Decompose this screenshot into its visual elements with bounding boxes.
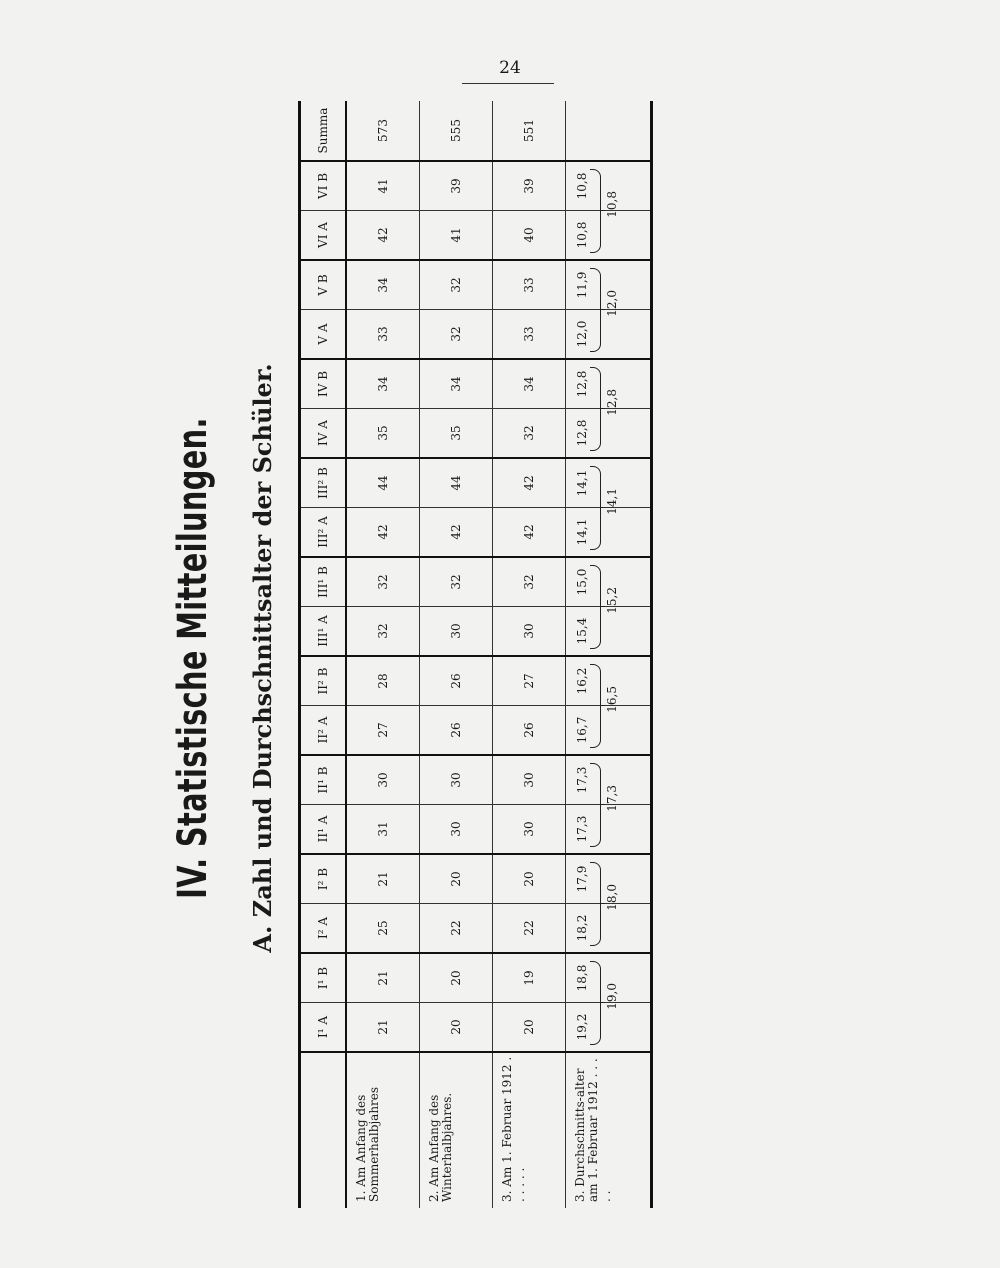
average-age-value: 14,1 [575, 469, 589, 497]
student-count-cell: 21 [346, 854, 420, 904]
pair-average-value: 10,8 [605, 191, 619, 218]
average-age-value: 17,3 [575, 766, 589, 794]
student-count-cell: 21 [346, 1003, 420, 1053]
pair-brace [590, 565, 601, 649]
average-age-value: 10,8 [575, 221, 589, 249]
column-header: III² B [300, 458, 347, 508]
student-count-cell: 21 [346, 953, 420, 1003]
rotated-content [150, 108, 750, 1208]
column-header: VI B [300, 161, 347, 211]
section-subheading: A. Zahl und Durchschnittsalter der Schüler. [248, 363, 277, 953]
sum-cell: 551 [493, 101, 566, 161]
student-count-cell: 30 [493, 607, 566, 657]
student-count-cell: 31 [346, 805, 420, 855]
student-count-cell: 44 [420, 458, 493, 508]
student-count-cell: 30 [346, 755, 420, 805]
pair-average-value: 12,8 [605, 389, 619, 416]
column-header: II¹ B [300, 755, 347, 805]
student-count-cell: 32 [420, 310, 493, 360]
pair-average-value: 15,2 [605, 587, 619, 614]
pair-average-value: 16,5 [605, 686, 619, 713]
table-row [493, 101, 566, 1208]
average-age-cell [566, 785, 652, 855]
pair-brace [590, 664, 601, 748]
student-count-cell: 27 [346, 706, 420, 756]
student-count-cell: 20 [420, 854, 493, 904]
average-age-cell [566, 389, 652, 459]
student-count-cell: 22 [420, 904, 493, 954]
student-count-cell: 42 [346, 211, 420, 261]
pair-brace [590, 466, 601, 550]
average-age-row [566, 101, 652, 1208]
student-count-cell: 32 [420, 557, 493, 607]
student-count-cell: 30 [420, 805, 493, 855]
pair-brace [590, 367, 601, 451]
student-count-cell: 22 [493, 904, 566, 954]
student-count-cell: 32 [346, 607, 420, 657]
column-header: I² B [300, 854, 347, 904]
page-number-rule [462, 83, 554, 84]
row-label: 1. Am Anfang des Sommerhalbjahres [346, 1052, 420, 1208]
column-header: IV B [300, 359, 347, 409]
student-count-cell: 42 [346, 508, 420, 558]
student-count-cell: 30 [493, 805, 566, 855]
average-age-cell [566, 884, 652, 954]
student-count-cell: 32 [493, 557, 566, 607]
student-count-cell: 33 [493, 260, 566, 310]
student-count-cell: 20 [493, 1003, 566, 1053]
student-count-cell: 35 [346, 409, 420, 459]
student-count-cell: 20 [493, 854, 566, 904]
table-header-row [300, 101, 347, 1208]
average-age-value: 12,8 [575, 419, 589, 447]
pair-average-value: 14,1 [605, 488, 619, 515]
student-count-cell: 25 [346, 904, 420, 954]
pair-average-value: 12,0 [605, 290, 619, 317]
student-count-cell: 34 [420, 359, 493, 409]
pair-brace [590, 961, 601, 1045]
average-age-value: 18,8 [575, 964, 589, 992]
column-header: III¹ B [300, 557, 347, 607]
student-count-cell: 35 [420, 409, 493, 459]
student-count-cell: 30 [420, 755, 493, 805]
column-header: I¹ A [300, 1003, 347, 1053]
section-heading: IV. Statistische Mitteilungen. [170, 417, 216, 899]
column-header: II² B [300, 656, 347, 706]
student-count-cell: 30 [420, 607, 493, 657]
pair-average-value: 17,3 [605, 785, 619, 812]
student-count-cell: 26 [420, 656, 493, 706]
pair-brace [590, 169, 601, 253]
average-age-value: 16,2 [575, 667, 589, 695]
average-age-cell [566, 686, 652, 756]
student-count-cell: 30 [493, 755, 566, 805]
student-count-cell: 33 [493, 310, 566, 360]
sum-cell [566, 101, 652, 161]
student-count-cell: 34 [346, 260, 420, 310]
student-count-cell: 42 [420, 508, 493, 558]
column-header: I² A [300, 904, 347, 954]
column-header: VI A [300, 211, 347, 261]
pair-brace [590, 268, 601, 352]
student-count-cell: 20 [420, 1003, 493, 1053]
student-count-cell: 32 [346, 557, 420, 607]
student-count-cell: 44 [346, 458, 420, 508]
student-count-cell: 39 [493, 161, 566, 211]
column-header: III¹ A [300, 607, 347, 657]
student-count-cell: 28 [346, 656, 420, 706]
student-count-cell: 41 [420, 211, 493, 261]
column-header: V A [300, 310, 347, 360]
column-header: IV A [300, 409, 347, 459]
average-age-value: 16,7 [575, 716, 589, 744]
row-label: 3. Durchschnitts-alter am 1. Februar 1912 . . . . . [566, 1052, 652, 1208]
average-age-value: 17,3 [575, 815, 589, 843]
average-age-value: 11,9 [575, 271, 589, 299]
student-count-cell: 33 [346, 310, 420, 360]
table-row [420, 101, 493, 1208]
average-age-value: 12,8 [575, 370, 589, 398]
student-count-cell: 34 [346, 359, 420, 409]
sum-cell: 573 [346, 101, 420, 161]
average-age-cell [566, 587, 652, 657]
statistics-table [298, 101, 653, 1208]
student-count-cell: 20 [420, 953, 493, 1003]
average-age-value: 19,2 [575, 1013, 589, 1041]
student-count-cell: 34 [493, 359, 566, 409]
average-age-cell [566, 488, 652, 558]
student-count-cell: 32 [493, 409, 566, 459]
pair-brace [590, 763, 601, 847]
student-count-cell: 40 [493, 211, 566, 261]
student-count-cell: 32 [420, 260, 493, 310]
average-age-value: 15,0 [575, 568, 589, 596]
average-age-cell [566, 983, 652, 1053]
row-label: 3. Am 1. Februar 1912 . . . . . . [493, 1052, 566, 1208]
average-age-cell [566, 290, 652, 360]
sum-header: Summa [300, 101, 347, 161]
sum-cell: 555 [420, 101, 493, 161]
student-count-cell: 42 [493, 458, 566, 508]
student-count-cell: 41 [346, 161, 420, 211]
column-header: II¹ A [300, 805, 347, 855]
pair-brace [590, 862, 601, 946]
column-header: II² A [300, 706, 347, 756]
column-header: V B [300, 260, 347, 310]
pair-average-value: 19,0 [605, 983, 619, 1010]
student-count-cell: 39 [420, 161, 493, 211]
column-header: I¹ B [300, 953, 347, 1003]
average-age-value: 10,8 [575, 172, 589, 200]
student-count-cell: 42 [493, 508, 566, 558]
average-age-value: 18,2 [575, 914, 589, 942]
pair-average-value: 18,0 [605, 884, 619, 911]
average-age-value: 15,4 [575, 617, 589, 645]
average-age-value: 17,9 [575, 865, 589, 893]
label-header [300, 1052, 347, 1208]
student-count-cell: 26 [493, 706, 566, 756]
column-header: III² A [300, 508, 347, 558]
student-count-cell: 27 [493, 656, 566, 706]
average-age-cell [566, 191, 652, 261]
page-number: 24 [499, 58, 521, 78]
table-row [346, 101, 420, 1208]
student-count-cell: 19 [493, 953, 566, 1003]
student-count-cell: 26 [420, 706, 493, 756]
average-age-value: 14,1 [575, 518, 589, 546]
average-age-value: 12,0 [575, 320, 589, 348]
row-label: 2. Am Anfang des Winterhalbjahres. [420, 1052, 493, 1208]
